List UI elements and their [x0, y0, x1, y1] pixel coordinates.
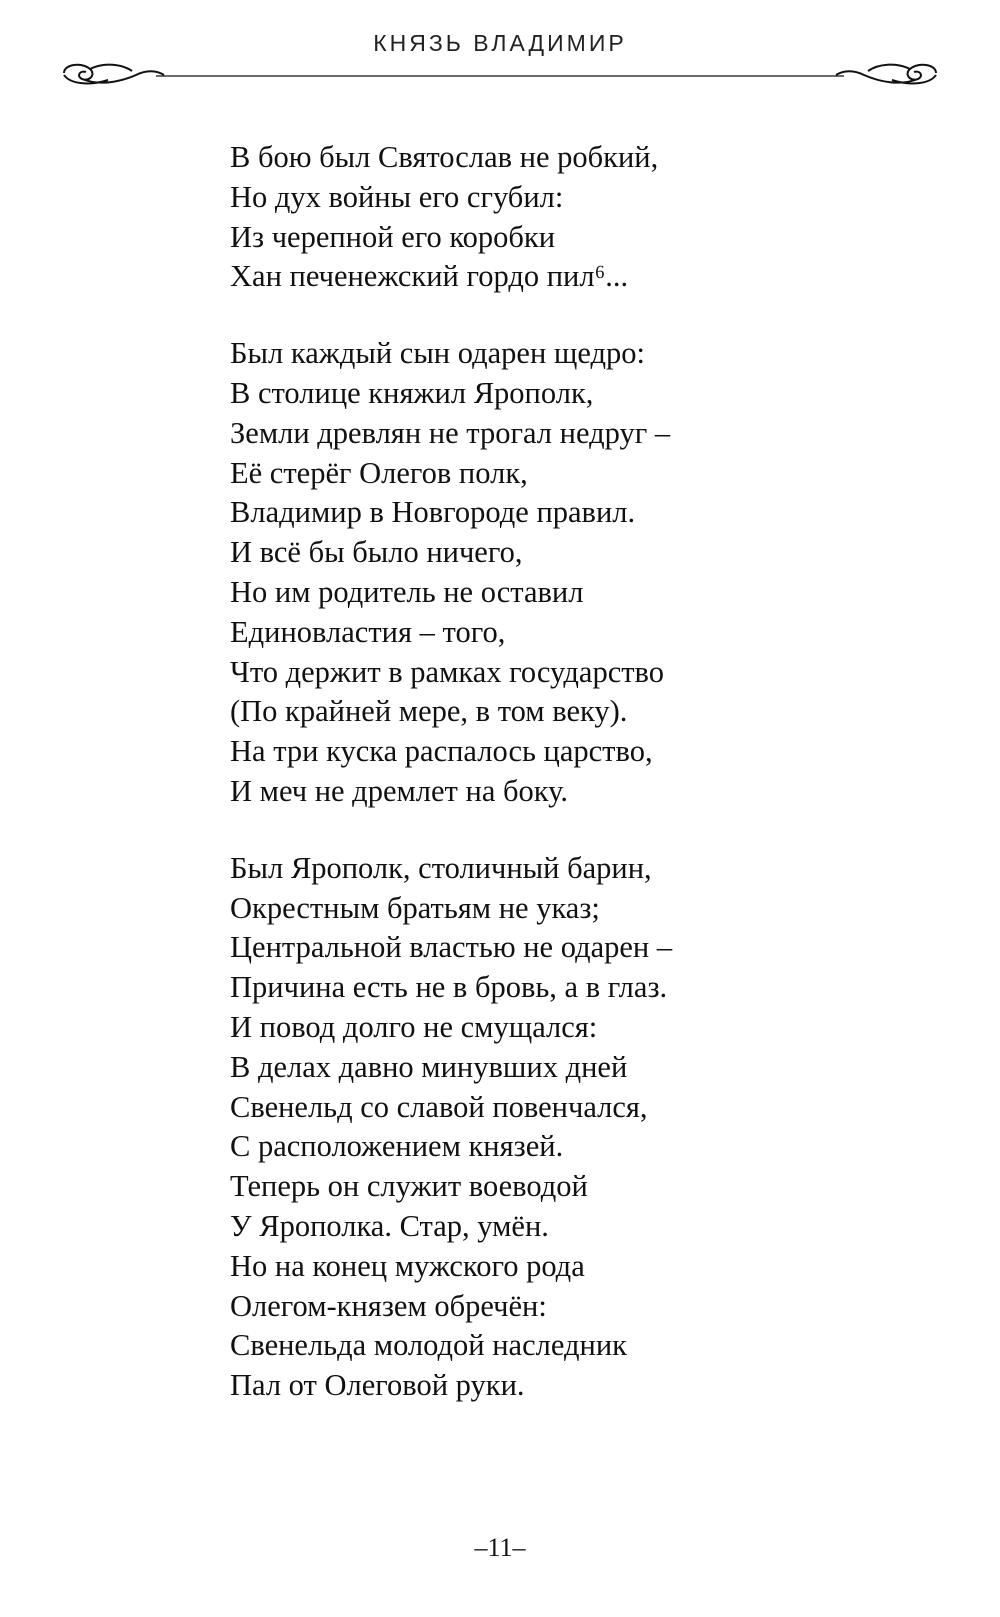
poem-line: Но дух войны его сгубил: [230, 179, 564, 214]
poem-line: И всё бы было ничего, [230, 535, 523, 570]
running-title: КНЯЗЬ ВЛАДИМИР [373, 30, 627, 56]
poem-line: Свенельд со славой повенчался, [230, 1089, 648, 1124]
poem-line: Теперь он служит воеводой [230, 1169, 588, 1204]
poem-line: (По крайней мере, в том веку). [230, 694, 628, 729]
poem-line: Но им родитель не оставил [230, 574, 584, 609]
poem-line: На три куска распалось царство, [230, 734, 653, 769]
poem [230, 138, 970, 1443]
poem-line: Причина есть не в бровь, а в глаз. [230, 970, 668, 1005]
poem-line: Центральной властью не одарен – [230, 930, 673, 965]
poem-line: У Ярополка. Стар, умён. [230, 1208, 549, 1243]
stanza-2 [230, 334, 970, 812]
poem-line: В столице княжил Ярополк, [230, 375, 594, 410]
poem-line: Её стерёг Олегов полк, [230, 455, 528, 490]
poem-line: Из черепной его коробки [230, 219, 556, 254]
poem-line: Свенельда молодой наследник [230, 1328, 627, 1363]
poem-line: Олегом-князем обречён: [230, 1288, 547, 1323]
stanza-1 [230, 138, 970, 297]
poem-line: Земли древлян не трогал недруг – [230, 415, 671, 450]
header-ornament [60, 56, 940, 92]
stanza-3 [230, 849, 970, 1406]
poem-line: Но на конец мужского рода [230, 1248, 585, 1283]
poem-line: И меч не дремлет на боку. [230, 773, 568, 808]
poem-line: Владимир в Новгороде правил. [230, 495, 636, 530]
poem-line: Единовластия – того, [230, 614, 506, 649]
poem-line: С расположением князей. [230, 1129, 564, 1164]
poem-line: Окрестным братьям не указ; [230, 890, 600, 925]
poem-line: И повод долго не смущался: [230, 1009, 598, 1044]
poem-line: Что держит в рамках государство [230, 654, 664, 689]
poem-line: В делах давно минувших дней [230, 1049, 628, 1084]
poem-line: Был каждый сын одарен щедро: [230, 336, 646, 371]
page-number: –11– [474, 1533, 526, 1562]
poem-line: В бою был Святослав не робкий, [230, 140, 659, 174]
poem-line: Хан печенежский гордо пил⁶... [230, 259, 629, 294]
poem-line: Был Ярополк, столичный барин, [230, 850, 652, 885]
poem-line: Пал от Олеговой руки. [230, 1368, 525, 1403]
